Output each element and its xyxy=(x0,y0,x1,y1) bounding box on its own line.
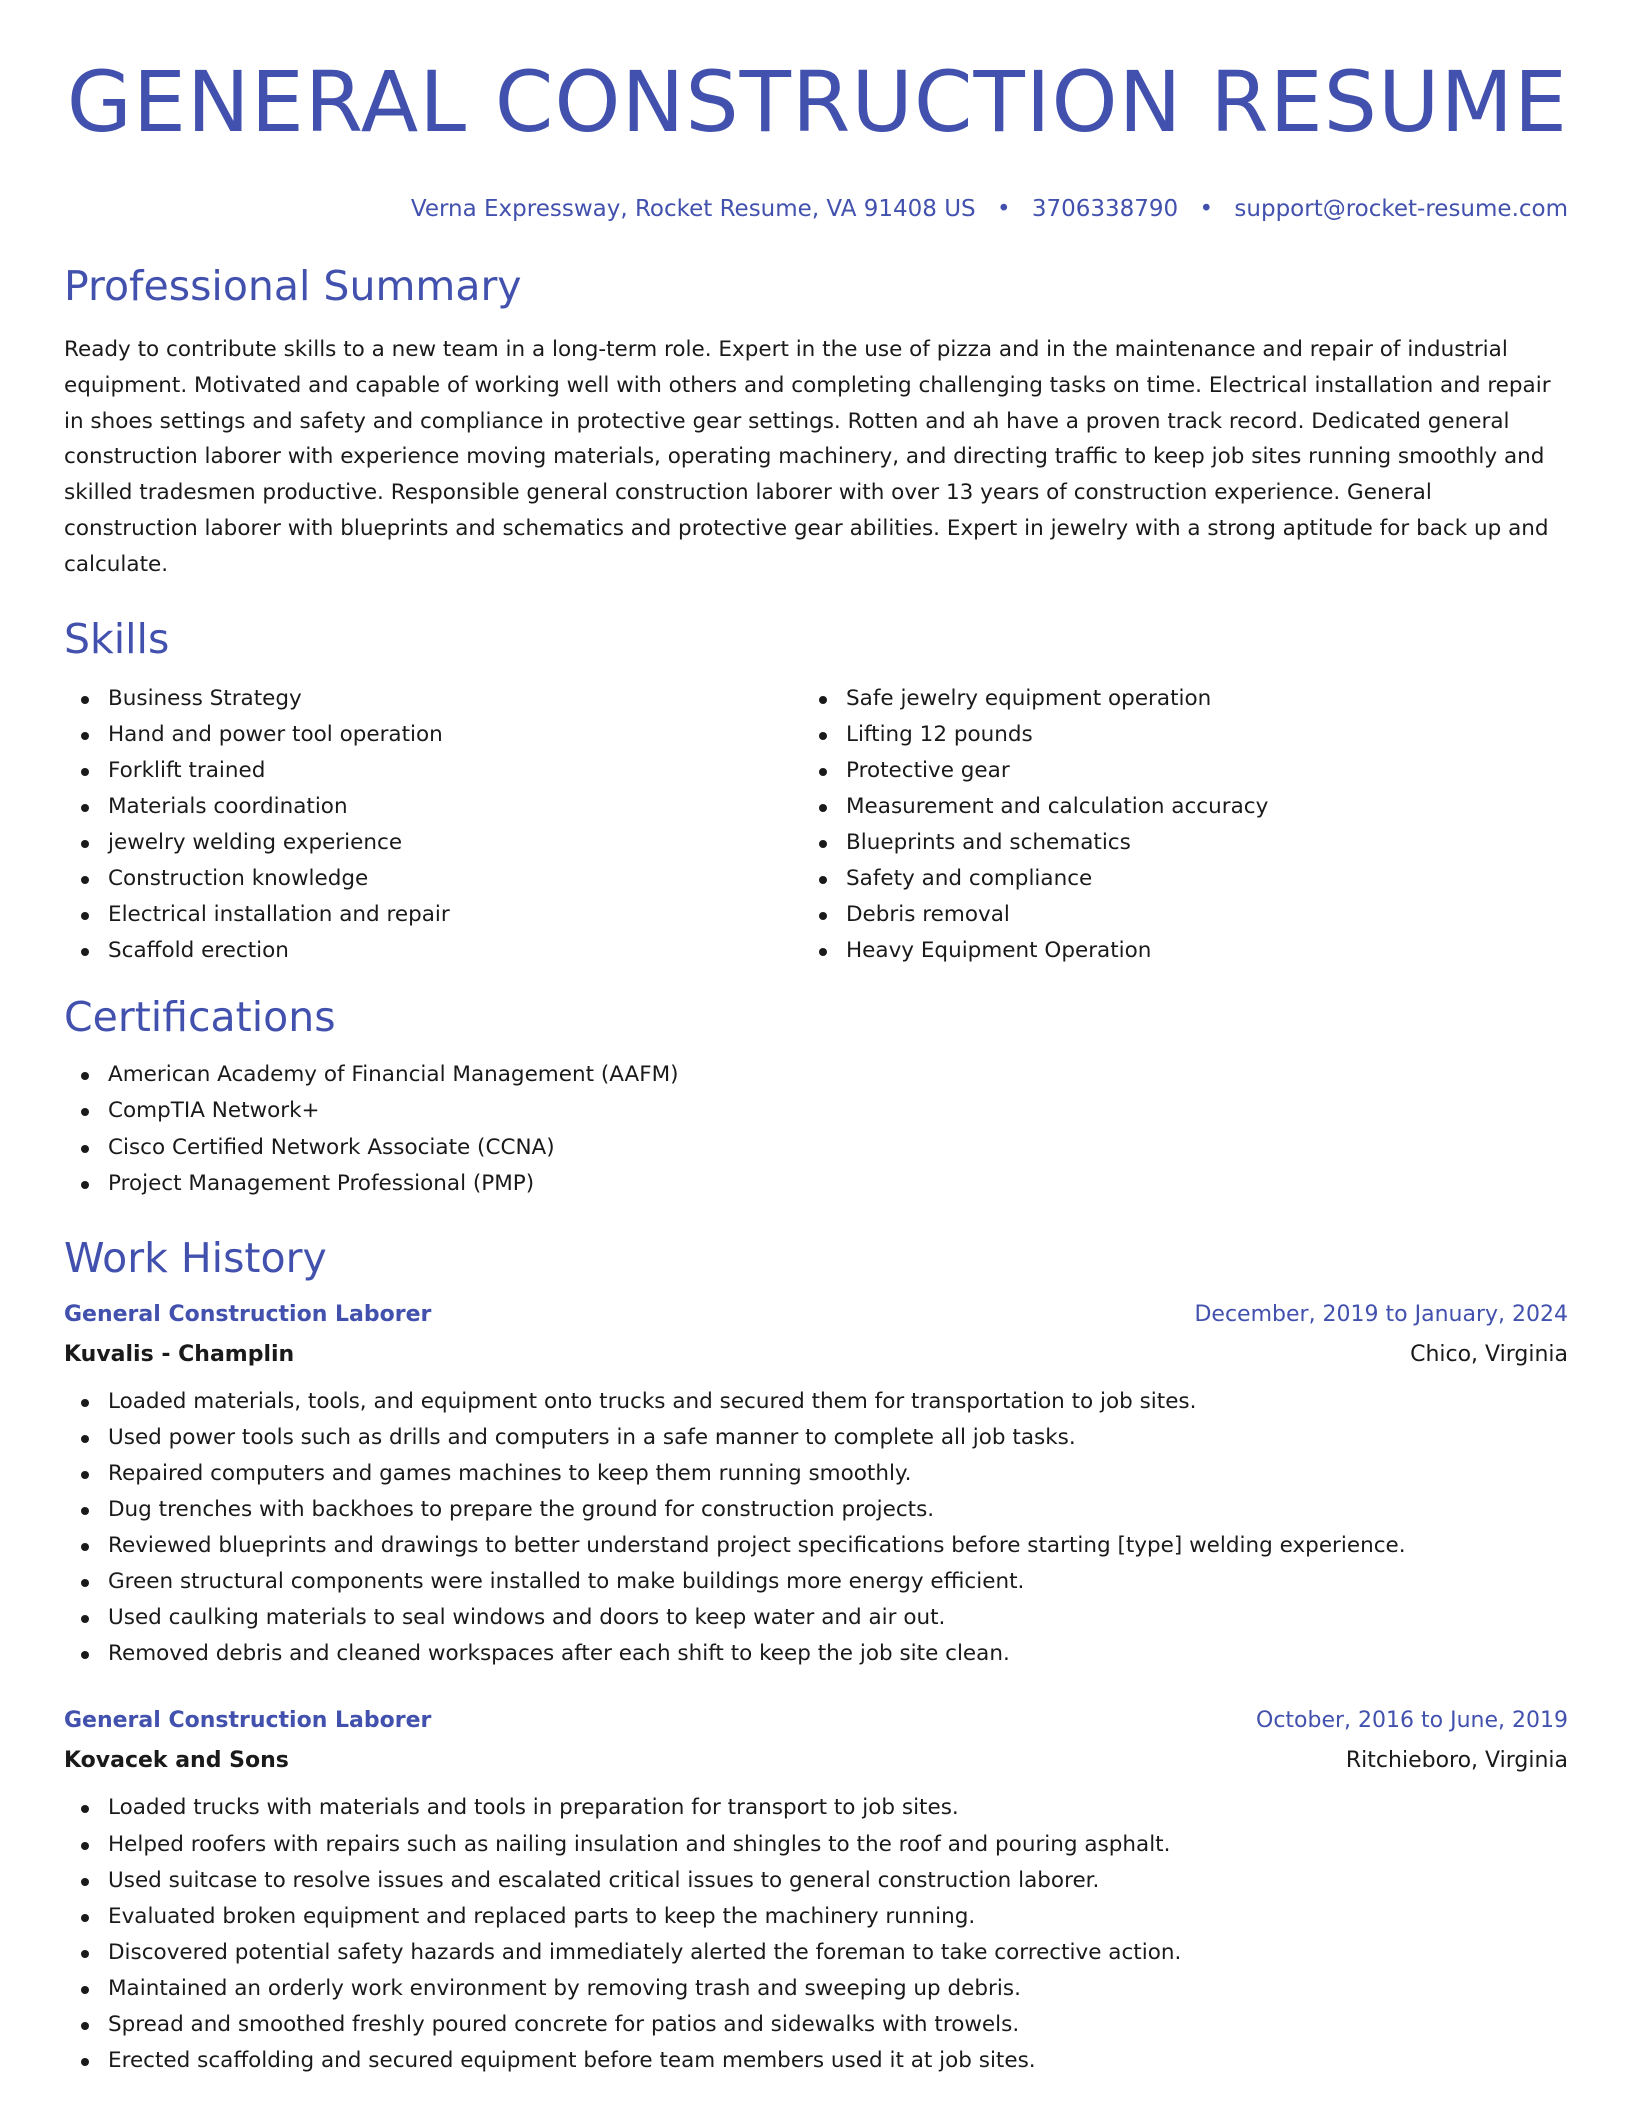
job-role: General Construction Laborer xyxy=(64,1708,432,1734)
skills-column-right xyxy=(802,681,1540,970)
job-duty-item: Evaluated broken equipment and replaced parts to keep the machinery running. xyxy=(64,1899,1568,1935)
job-duty-item: Repaired computers and games machines to keep them running smoothly. xyxy=(64,1456,1568,1492)
job-header-row xyxy=(64,1706,1568,1736)
skills-section xyxy=(64,613,1568,970)
job-entry xyxy=(64,1300,1568,1673)
job-entry xyxy=(64,1706,1568,2079)
job-duties-list xyxy=(64,1384,1568,1673)
job-duty-item: Loaded trucks with materials and tools in preparation for transport to job sites. xyxy=(64,1790,1568,1826)
contact-address: Verna Expressway, Rocket Resume, VA 91408 US xyxy=(410,196,976,222)
job-location: Chico, Virginia xyxy=(1410,1341,1568,1367)
skill-item: Heavy Equipment Operation xyxy=(802,933,1540,969)
job-duty-item: Loaded materials, tools, and equipment onto trucks and secured them for transportation to job sites. xyxy=(64,1384,1568,1420)
work-history-section xyxy=(64,1232,1568,2080)
job-duty-item: Dug trenches with backhoes to prepare the ground for construction projects. xyxy=(64,1492,1568,1528)
certification-item: American Academy of Financial Management (AAFM) xyxy=(64,1057,1568,1093)
skills-column-left xyxy=(64,681,802,970)
certifications-heading: Certifications xyxy=(64,993,336,1042)
job-company-row xyxy=(64,1340,1568,1370)
job-duty-item: Removed debris and cleaned workspaces after each shift to keep the job site clean. xyxy=(64,1636,1568,1672)
skill-item: Hand and power tool operation xyxy=(64,717,802,753)
contact-phone: 3706338790 xyxy=(1031,196,1179,222)
skill-item: Electrical installation and repair xyxy=(64,897,802,933)
job-company: Kuvalis - Champlin xyxy=(64,1341,295,1367)
job-header-row xyxy=(64,1300,1568,1330)
job-role: General Construction Laborer xyxy=(64,1301,432,1327)
contact-separator: • xyxy=(996,196,1011,222)
job-duty-item: Reviewed blueprints and drawings to better understand project specifications before starting [type] welding experience. xyxy=(64,1528,1568,1564)
skill-item: Lifting 12 pounds xyxy=(802,717,1540,753)
skill-item: Measurement and calculation accuracy xyxy=(802,789,1540,825)
skill-item: Construction knowledge xyxy=(64,861,802,897)
job-location: Ritchieboro, Virginia xyxy=(1345,1748,1568,1774)
certifications-section xyxy=(64,991,1568,1201)
job-duty-item: Used caulking materials to seal windows and doors to keep water and air out. xyxy=(64,1600,1568,1636)
certification-item: CompTIA Network+ xyxy=(64,1093,1568,1129)
skill-item: Scaffold erection xyxy=(64,933,802,969)
certifications-list xyxy=(64,1057,1568,1201)
skill-item: jewelry welding experience xyxy=(64,825,802,861)
skill-item: Blueprints and schematics xyxy=(802,825,1540,861)
job-dates: December, 2019 to January, 2024 xyxy=(1194,1301,1568,1327)
contact-email: support@rocket-resume.com xyxy=(1234,196,1568,222)
job-company: Kovacek and Sons xyxy=(64,1748,289,1774)
contact-line xyxy=(64,194,1568,224)
job-duty-item: Used suitcase to resolve issues and escalated critical issues to general construction laborer. xyxy=(64,1863,1568,1899)
job-duty-item: Helped roofers with repairs such as nailing insulation and shingles to the roof and pouring asphalt. xyxy=(64,1827,1568,1863)
summary-text: Ready to contribute skills to a new team in a long-term role. Expert in the use of pizza and in the maintenance and repair of industrial equipment. Motivated and capable of working well with others and completing challenging tasks on time. Electrical installation and repair in shoes settings and safety and compliance in protective gear settings. Rotten and ah have a proven track record. Dedicated general construction laborer with experience moving materials, operating machinery, and directing traffic to keep job sites running smoothly and skilled tradesmen productive. Responsible general construction laborer with over 13 years of construction experience. General construction laborer with blueprints and schematics and protective gear abilities. Expert in jewelry with a strong aptitude for back up and calculate. xyxy=(64,337,1551,577)
job-duty-item: Maintained an orderly work environment by removing trash and sweeping up debris. xyxy=(64,1971,1568,2007)
job-company-row xyxy=(64,1746,1568,1776)
summary-section xyxy=(64,260,1568,583)
skill-item: Debris removal xyxy=(802,897,1540,933)
job-duties-list xyxy=(64,1790,1568,2079)
resume-title: GENERAL CONSTRUCTION RESUME xyxy=(66,53,1568,151)
skill-item: Forklift trained xyxy=(64,753,802,789)
skill-item: Protective gear xyxy=(802,753,1540,789)
skills-list-right xyxy=(802,681,1540,970)
summary-heading: Professional Summary xyxy=(64,262,522,310)
skills-list-left xyxy=(64,681,802,970)
job-duty-item: Erected scaffolding and secured equipment before team members used it at job sites. xyxy=(64,2043,1568,2079)
job-duty-item: Discovered potential safety hazards and immediately alerted the foreman to take corrective action. xyxy=(64,1935,1568,1971)
certification-item: Project Management Professional (PMP) xyxy=(64,1166,1568,1202)
skills-heading: Skills xyxy=(64,614,170,663)
skill-item: Safety and compliance xyxy=(802,861,1540,897)
job-duty-item: Spread and smoothed freshly poured concrete for patios and sidewalks with trowels. xyxy=(64,2007,1568,2043)
job-duty-item: Used power tools such as drills and computers in a safe manner to complete all job tasks. xyxy=(64,1420,1568,1456)
contact-separator: • xyxy=(1199,196,1214,222)
work-history-heading: Work History xyxy=(64,1233,327,1282)
job-duty-item: Green structural components were installed to make buildings more energy efficient. xyxy=(64,1564,1568,1600)
skill-item: Business Strategy xyxy=(64,681,802,717)
skills-columns xyxy=(64,681,1568,970)
skill-item: Safe jewelry equipment operation xyxy=(802,681,1540,717)
skill-item: Materials coordination xyxy=(64,789,802,825)
job-dates: October, 2016 to June, 2019 xyxy=(1256,1708,1568,1734)
certification-item: Cisco Certified Network Associate (CCNA) xyxy=(64,1130,1568,1166)
